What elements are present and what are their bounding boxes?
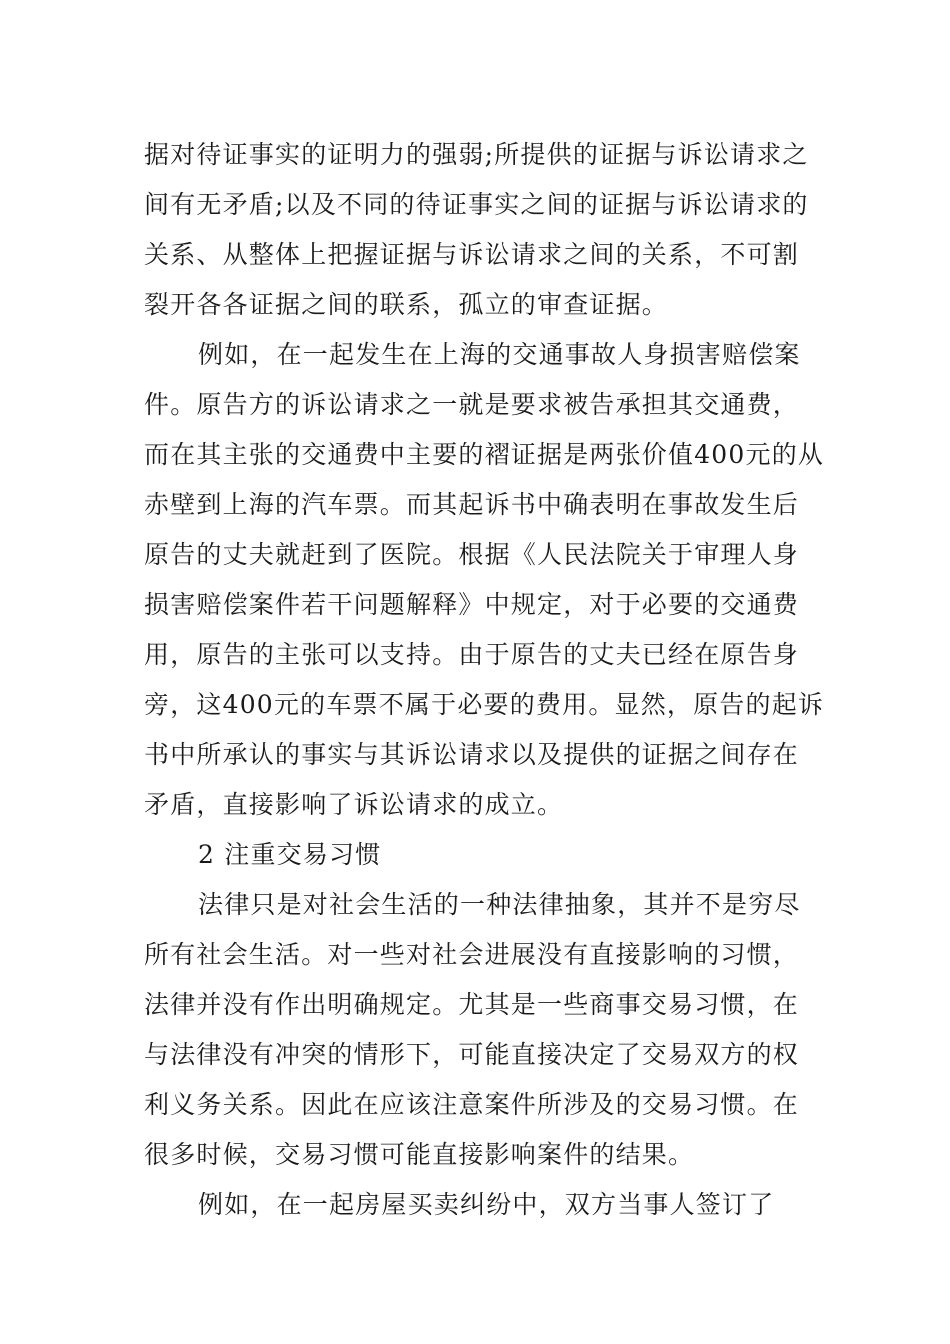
text-line: 据对待证事实的证明力的强弱;所提供的证据与诉讼请求之 — [144, 140, 809, 169]
text-line: 间有无矛盾;以及不同的待证事实之间的证据与诉讼请求的 — [144, 190, 809, 219]
text-line: 法律并没有作出明确规定。尤其是一些商事交易习惯，在 — [144, 990, 800, 1019]
text-line: 原告的丈夫就赶到了医院。根据《人民法院关于审理人身 — [144, 540, 800, 569]
text-line: 矛盾，直接影响了诉讼请求的成立。 — [144, 790, 564, 819]
text-line: 用，原告的主张可以支持。由于原告的丈夫已经在原告身 — [144, 640, 800, 669]
text-line: 旁，这400元的车票不属于必要的费用。显然，原告的起诉 — [144, 690, 825, 719]
text-line: 与法律没有冲突的情形下，可能直接决定了交易双方的权 — [144, 1040, 800, 1069]
text-line: 关系、从整体上把握证据与诉讼请求之间的关系，不可割 — [144, 240, 800, 269]
paragraph-start-line: 例如，在一起发生在上海的交通事故人身损害赔偿案 — [198, 340, 801, 369]
text-line: 损害赔偿案件若干问题解释》中规定，对于必要的交通费 — [144, 590, 800, 619]
paragraph-start-line: 法律只是对社会生活的一种法律抽象，其并不是穷尽 — [198, 890, 801, 919]
text-line: 件。原告方的诉讼请求之一就是要求被告承担其交通费， — [144, 390, 800, 419]
text-line: 而在其主张的交通费中主要的褶证据是两张价值400元的从 — [144, 440, 825, 469]
text-line: 所有社会生活。对一些对社会进展没有直接影响的习惯， — [144, 940, 800, 969]
text-line: 裂开各各证据之间的联系，孤立的审查证据。 — [144, 290, 669, 319]
paragraph-start-line: 例如，在一起房屋买卖纠纷中，双方当事人签订了 — [198, 1190, 775, 1219]
section-heading: 2 注重交易习惯 — [198, 840, 382, 869]
text-line: 很多时候，交易习惯可能直接影响案件的结果。 — [144, 1140, 695, 1169]
text-line: 利义务关系。因此在应该注意案件所涉及的交易习惯。在 — [144, 1090, 800, 1119]
text-line: 书中所承认的事实与其诉讼请求以及提供的证据之间存在 — [144, 740, 800, 769]
text-line: 赤壁到上海的汽车票。而其起诉书中确表明在事故发生后 — [144, 490, 800, 519]
document-body — [144, 130, 825, 1230]
